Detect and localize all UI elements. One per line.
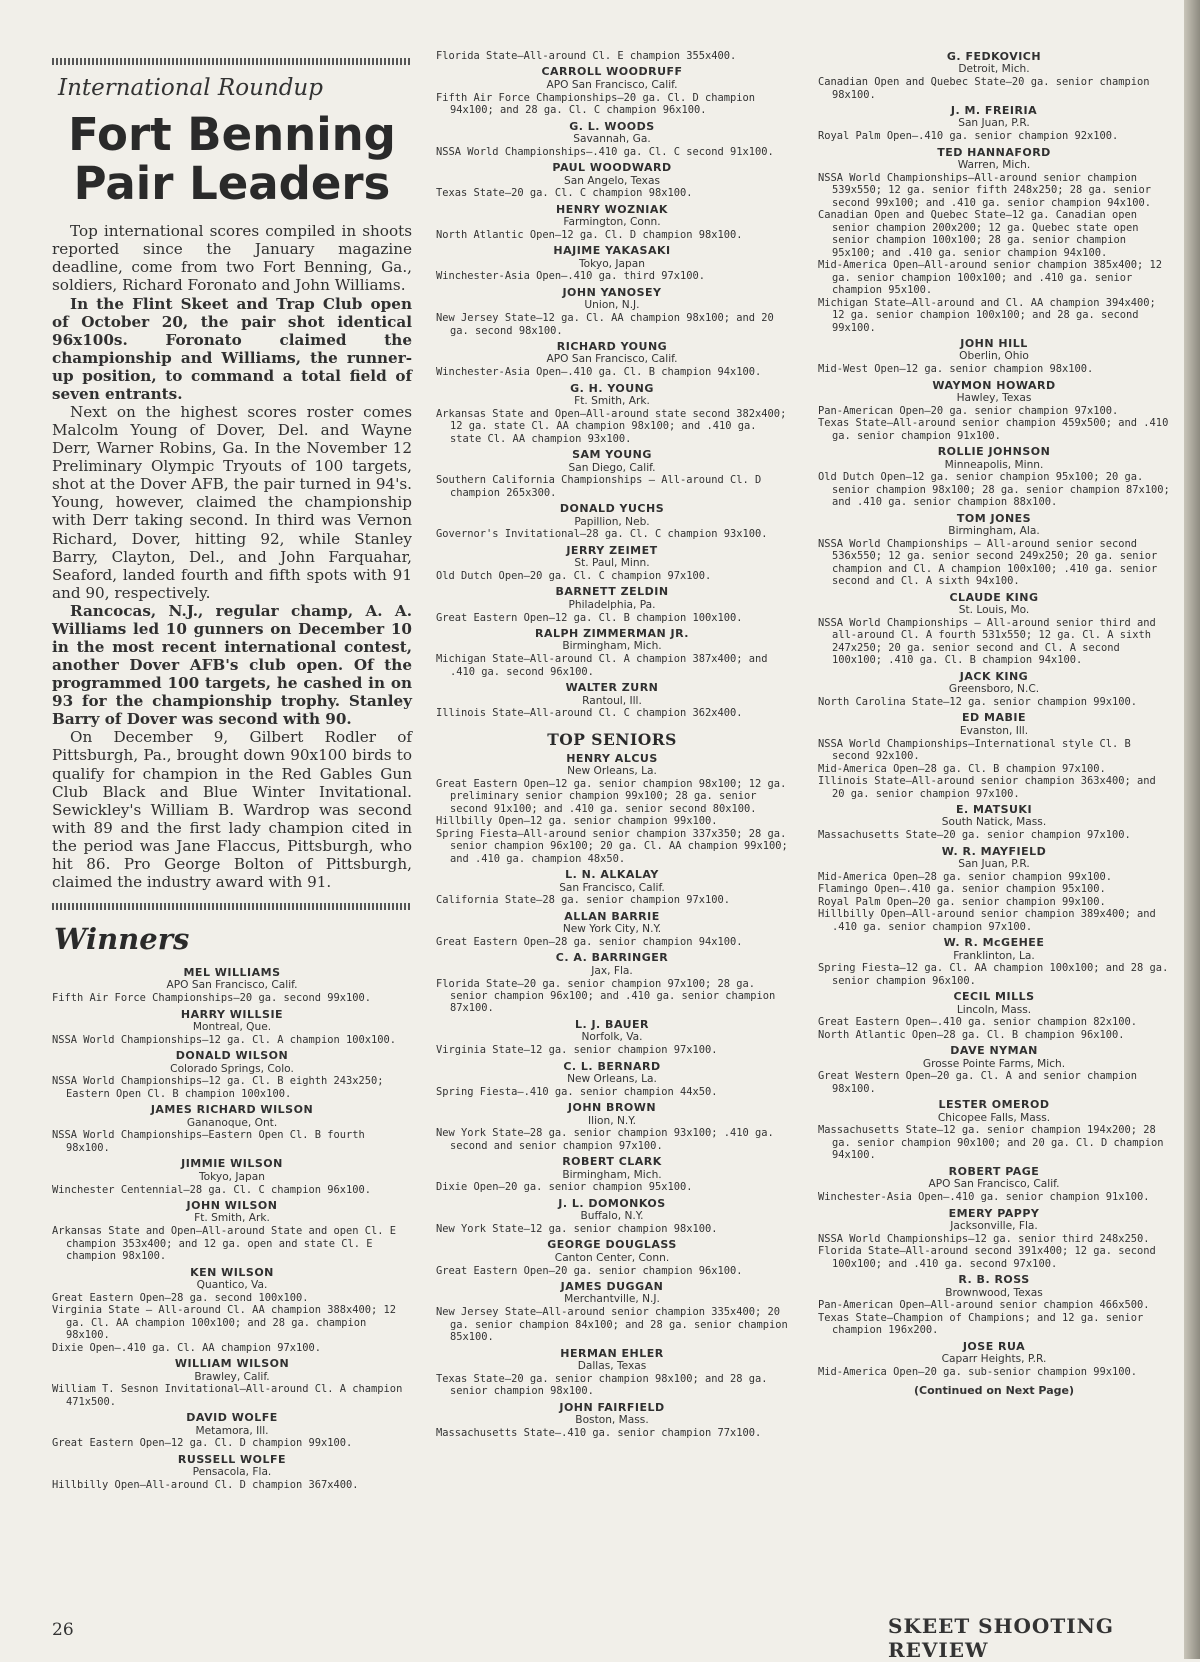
column-middle xyxy=(436,50,788,1442)
winner-location: Jacksonville, Fla. xyxy=(950,1219,1038,1232)
winner-name: MEL WILLIAMS xyxy=(183,966,281,980)
winner-name: CECIL MILLS xyxy=(953,990,1035,1004)
column-left xyxy=(52,50,412,1494)
winner-location: Savannah, Ga. xyxy=(573,132,651,145)
winner-result: Great Eastern Open—.410 ga. senior champion 82x100. xyxy=(818,1016,1138,1029)
winner-result: Florida State—All-around second 391x400; 12 ga. second 100x100; and .410 ga. second 97x100. xyxy=(818,1245,1156,1270)
winner-entry xyxy=(818,146,1170,334)
winner-location: Buffalo, N.Y. xyxy=(580,1210,644,1223)
winner-entry xyxy=(818,50,1170,101)
winner-entry xyxy=(818,845,1170,934)
winner-name: JOHN YANOSEY xyxy=(562,285,662,299)
winner-location: APO San Francisco, Calif. xyxy=(546,353,678,366)
winner-location: South Natick, Mass. xyxy=(941,816,1047,829)
winner-result: Old Dutch Open—12 ga. senior champion 95x100; 20 ga. senior champion 98x100; 28 ga. senior champion 87x100; and .410 ga. senior champion 88x100. xyxy=(818,471,1170,509)
winner-result: Royal Palm Open—20 ga. senior champion 99x100. xyxy=(818,895,1106,908)
winner-result: Royal Palm Open—.410 ga. senior champion 92x100. xyxy=(818,130,1119,143)
winner-result: Hillbilly Open—All-around senior champion 389x400; and .410 ga. senior champion 97x100. xyxy=(818,908,1156,933)
winner-location: Ft. Smith, Ark. xyxy=(574,395,650,408)
winner-name: HAJIME YAKASAKI xyxy=(553,244,671,258)
winner-location: Birmingham, Mich. xyxy=(562,1168,662,1181)
winner-entry xyxy=(436,161,788,200)
winner-name: KEN WILSON xyxy=(190,1265,274,1279)
winner-result: Hillbilly Open—All-around Cl. D champion 367x400. xyxy=(52,1478,359,1491)
winner-location: Hawley, Texas xyxy=(956,392,1032,405)
winner-result: Spring Fiesta—12 ga. Cl. AA champion 100x100; and 28 ga. senior champion 96x100. xyxy=(818,962,1169,987)
winner-location: Merchantville, N.J. xyxy=(564,1293,660,1306)
winner-result: Virginia State — All-around Cl. AA champion 388x400; 12 ga. Cl. AA champion 100x100; and 28 ga. champion 98x100. xyxy=(52,1304,397,1342)
winner-entry xyxy=(52,966,412,1005)
winner-result: Spring Fiesta—.410 ga. senior champion 44x50. xyxy=(436,1085,718,1098)
winner-result: Governor's Invitational—28 ga. Cl. C champion 93x100. xyxy=(436,528,768,541)
winner-name: JOSE RUA xyxy=(962,1339,1026,1353)
winner-entry xyxy=(818,512,1170,588)
winner-result: NSSA World Championships—12 ga. Cl. B eighth 243x250; Eastern Open Cl. B champion 100x100. xyxy=(52,1075,384,1100)
winner-location: San Juan, P.R. xyxy=(958,858,1030,871)
winner-name: TED HANNAFORD xyxy=(937,145,1051,159)
winner-location: Colorado Springs, Colo. xyxy=(170,1062,294,1075)
winner-result: Canadian Open and Quebec State—20 ga. senior champion 98x100. xyxy=(818,76,1150,101)
winner-result: New Jersey State—All-around senior champion 335x400; 20 ga. senior champion 84x100; and 28 ga. senior champion 85x100. xyxy=(436,1306,788,1344)
winner-name: L. N. ALKALAY xyxy=(565,868,659,882)
winner-result: New Jersey State—12 ga. Cl. AA champion 98x100; and 20 ga. second 98x100. xyxy=(436,312,774,337)
winner-result: NSSA World Championships—12 ga. senior third 248x250. xyxy=(818,1232,1150,1245)
winner-name: JOHN HILL xyxy=(960,337,1028,351)
winner-entry xyxy=(818,936,1170,987)
winner-entry xyxy=(818,104,1170,143)
winner-entry xyxy=(52,1453,412,1492)
winner-location: Tokyo, Japan xyxy=(579,257,645,270)
winner-result: Great Western Open—20 ga. Cl. A and senior champion 98x100. xyxy=(818,1070,1138,1095)
winner-location: Quantico, Va. xyxy=(196,1278,268,1291)
winner-result: Texas State—All-around senior champion 459x500; and .410 ga. senior champion 91x100. xyxy=(818,417,1169,442)
section-tag: International Roundup xyxy=(58,75,323,101)
winner-entry xyxy=(818,379,1170,443)
winner-result: Canadian Open and Quebec State—12 ga. Canadian open senior champion 200x200; 12 ga. Quebec state open senior champion 100x100; 28 ga. senior champion 95x100; and .410 ga. senior champion 94x100. xyxy=(818,209,1139,259)
winner-entry xyxy=(436,203,788,242)
winner-result: Pan-American Open—20 ga. senior champion 97x100. xyxy=(818,404,1119,417)
winner-location: Rantoul, Ill. xyxy=(582,694,642,707)
winner-result: North Atlantic Open—28 ga. Cl. B champion 96x100. xyxy=(818,1028,1125,1041)
winner-name: R. B. ROSS xyxy=(958,1273,1030,1287)
winner-location: Papillion, Neb. xyxy=(574,515,650,528)
winner-name: G. L. WOODS xyxy=(569,119,655,133)
top-seniors-heading: TOP SENIORS xyxy=(547,729,677,749)
winner-result: Texas State—Champion of Champions; and 12 ga. senior champion 196x200. xyxy=(818,1311,1144,1337)
winner-location: APO San Francisco, Calif. xyxy=(928,1178,1060,1191)
winner-name: W. R. McGEHEE xyxy=(943,936,1045,950)
winner-location: Brownwood, Texas xyxy=(945,1286,1043,1299)
winner-name: WAYMON HOWARD xyxy=(932,378,1056,392)
winner-result: Michigan State—All-around Cl. A champion 387x400; and .410 ga. second 96x100. xyxy=(436,653,768,678)
winner-name: J. L. DOMONKOS xyxy=(558,1196,666,1210)
winner-name: TOM JONES xyxy=(956,511,1032,525)
winner-entry xyxy=(52,1157,412,1196)
winner-location: Birmingham, Mich. xyxy=(562,640,662,653)
winner-result: Dixie Open—.410 ga. Cl. AA champion 97x100. xyxy=(52,1341,321,1354)
winner-name: EMERY PAPPY xyxy=(948,1206,1040,1220)
winner-entry xyxy=(818,1273,1170,1337)
winner-location: Evanston, Ill. xyxy=(959,724,1029,737)
winner-entry xyxy=(818,337,1170,376)
winner-name: JOHN FAIRFIELD xyxy=(559,1400,665,1414)
winner-location: San Juan, P.R. xyxy=(958,117,1030,130)
winner-location: Metamora, Ill. xyxy=(195,1424,269,1437)
winner-location: New Orleans, La. xyxy=(567,765,657,778)
winner-name: BARNETT ZELDIN xyxy=(555,585,669,599)
winner-entry xyxy=(436,544,788,583)
winner-name: HENRY WOZNIAK xyxy=(556,202,668,216)
winner-name: G. H. YOUNG xyxy=(570,381,654,395)
article-paragraph: Rancocas, N.J., regular champ, A. A. Williams led 10 gunners on December 10 in the most recent international contest, another Dover AFB's club open. Of the programmed 100 targets, he cashed in on 93 for the championship trophy. Stanley Barry of Dover was second with 90. xyxy=(52,601,412,729)
winner-result: NSSA World Championships—All-around senior champion 539x550; 12 ga. senior fifth 248x250; 28 ga. senior second 99x100; and .410 ga. senior champion 94x100. xyxy=(818,171,1152,209)
winner-name: DONALD WILSON xyxy=(175,1049,289,1063)
magazine-title: SKEET SHOOTING REVIEW xyxy=(888,1614,1114,1662)
winner-result: Winchester-Asia Open—.410 ga. Cl. B champion 94x100. xyxy=(436,366,762,379)
winner-entry xyxy=(436,752,788,866)
winner-entry xyxy=(52,1103,412,1154)
winner-result: Great Eastern Open—28 ga. senior champion 94x100. xyxy=(436,935,743,948)
winner-name: W. R. MAYFIELD xyxy=(941,844,1047,858)
winner-result: Mid-West Open—12 ga. senior champion 98x100. xyxy=(818,363,1094,376)
winner-entry xyxy=(436,627,788,678)
winner-location: Brawley, Calif. xyxy=(194,1370,270,1383)
winner-location: Philadelphia, Pa. xyxy=(568,598,656,611)
winner-entry xyxy=(436,1155,788,1194)
winner-name: JIMMIE WILSON xyxy=(181,1157,283,1171)
seniors-list-right xyxy=(818,50,1170,1378)
winner-entry xyxy=(436,244,788,283)
winner-result: Great Eastern Open—12 ga. senior champion 98x100; 12 ga. preliminary senior champion 99x100; 28 ga. senior second 91x100; and .410 ga. senior second 80x100. xyxy=(436,777,787,815)
winner-name: HARRY WILLSIE xyxy=(180,1007,284,1021)
winner-name: HERMAN EHLER xyxy=(560,1346,664,1360)
article-paragraph: In the Flint Skeet and Trap Club open of October 20, the pair shot identical 96x100s. Foronato claimed the championship and Williams, the runner-up position, to command a total field of seven entrants. xyxy=(52,294,412,403)
winner-result: Florida State—All-around Cl. E champion 355x400. xyxy=(436,50,737,62)
winner-result: Winchester-Asia Open—.410 ga. senior champion 91x100. xyxy=(818,1191,1150,1204)
winner-result: Great Eastern Open—12 ga. Cl. B champion 100x100. xyxy=(436,611,743,624)
winner-location: Canton Center, Conn. xyxy=(554,1251,670,1264)
winner-result: Massachusetts State—12 ga. senior champion 194x200; 28 ga. senior champion 90x100; and 20 ga. Cl. D champion 94x100. xyxy=(818,1124,1164,1162)
winner-location: Dallas, Texas xyxy=(577,1359,647,1372)
article-paragraph: Top international scores compiled in shoots reported since the January magazine deadline, come from two Fort Benning, Ga., soldiers, Richard Foronato and John Williams. xyxy=(52,222,412,295)
winner-name: JOHN BROWN xyxy=(567,1101,657,1115)
page-number: 26 xyxy=(52,1620,74,1640)
winner-entry xyxy=(818,591,1170,667)
winner-location: New Orleans, La. xyxy=(567,1072,657,1085)
winner-result: NSSA World Championships—International style Cl. B second 92x100. xyxy=(818,737,1131,763)
winner-result: Michigan State—All-around and Cl. AA champion 394x400; 12 ga. senior champion 100x100; and 28 ga. second 99x100. xyxy=(818,296,1156,334)
winner-name: HENRY ALCUS xyxy=(566,751,658,765)
headline: Fort Benning Pair Leaders xyxy=(68,108,396,210)
winner-name: J. M. FREIRIA xyxy=(950,104,1038,118)
winner-name: RUSSELL WOLFE xyxy=(177,1452,287,1466)
winner-name: CARROLL WOODRUFF xyxy=(541,65,683,79)
winner-name: RALPH ZIMMERMAN JR. xyxy=(535,627,689,641)
winner-result: Massachusetts State—.410 ga. senior champion 77x100. xyxy=(436,1426,762,1439)
winner-name: JOHN WILSON xyxy=(186,1199,278,1213)
winner-entry xyxy=(436,1347,788,1398)
winner-result: NSSA World Championships — All-around senior second 536x550; 12 ga. senior second 249x250; 20 ga. senior champion and Cl. A champion 100x100; .410 ga. senior second and Cl. A sixth 94x100. xyxy=(818,537,1158,588)
winner-entry xyxy=(436,286,788,337)
winner-location: San Diego, Calif. xyxy=(568,461,656,474)
winner-entry xyxy=(52,1199,412,1263)
winner-location: Oberlin, Ohio xyxy=(959,350,1029,363)
winner-location: Gananoque, Ont. xyxy=(186,1116,278,1129)
winner-location: St. Paul, Minn. xyxy=(574,557,650,570)
article-paragraph: Next on the highest scores roster comes Malcolm Young of Dover, Del. and Wayne Derr, Warner Robins, Ga. In the November 12 Preliminary Olympic Tryouts of 100 targets, shot at the Dover AFB, the pair turned in 94's. Young, however, claimed the championship with Derr taking second. In third was Vernon Richard, Dover, hitting 92, while Stanley Barry, Clayton, Del., and John Farquahar, Seaford, landed fourth and fifth spots with 91 and 90, respectively. xyxy=(52,402,412,602)
winner-location: APO San Francisco, Calif. xyxy=(166,979,298,992)
winner-entry xyxy=(436,340,788,379)
winner-result: Great Eastern Open—28 ga. second 100x100. xyxy=(52,1291,309,1304)
winner-location: San Francisco, Calif. xyxy=(559,881,665,894)
winner-result: Winchester Centennial—28 ga. Cl. C champion 96x100. xyxy=(52,1183,372,1196)
winner-entry xyxy=(52,1008,412,1047)
winner-result: Texas State—20 ga. senior champion 98x100; and 28 ga. senior champion 98x100. xyxy=(436,1372,768,1398)
continued-note: (Continued on Next Page) xyxy=(914,1384,1074,1398)
winner-location: Union, N.J. xyxy=(584,299,640,312)
winners-list-left xyxy=(52,966,412,1491)
winner-entry xyxy=(436,1060,788,1099)
winner-entry xyxy=(436,1238,788,1277)
winner-location: Pensacola, Fla. xyxy=(192,1466,272,1479)
winner-name: DAVID WOLFE xyxy=(186,1411,278,1425)
binding-edge xyxy=(1184,0,1200,1659)
dotted-rule xyxy=(52,58,412,65)
winner-result: Florida State—20 ga. senior champion 97x100; 28 ga. senior champion 96x100; and .410 ga. senior champion 87x100. xyxy=(436,977,776,1015)
winner-entry xyxy=(436,910,788,949)
winner-result: Fifth Air Force Championships—20 ga. Cl. D champion 94x100; and 28 ga. Cl. C champion 96x100. xyxy=(436,91,756,117)
winner-location: Grosse Pointe Farms, Mich. xyxy=(922,1057,1066,1070)
winner-result: Winchester-Asia Open—.410 ga. third 97x100. xyxy=(436,270,705,283)
winner-result: Mid-America Open—28 ga. Cl. B champion 97x100. xyxy=(818,762,1106,775)
winner-location: Montreal, Que. xyxy=(192,1021,272,1034)
article-paragraph: On December 9, Gilbert Rodler of Pittsburgh, Pa., brought down 90x100 birds to qualify for champion in the Red Gables Gun Club Black and Blue Winter Invitational. Sewickley's William B. Wardrop was second with 89 and the first lady champion cited in the period was Jane Flaccus, Pittsburgh, who hit 86. Pro George Bolton of Pittsburgh, claimed the industry award with 91. xyxy=(52,728,412,891)
winner-location: Farmington, Conn. xyxy=(563,216,661,229)
winner-result: Mid-America Open—20 ga. sub-senior champion 99x100. xyxy=(818,1365,1138,1378)
winner-location: Franklinton, La. xyxy=(953,949,1035,962)
winner-entry xyxy=(436,1401,788,1440)
winner-entry xyxy=(818,670,1170,709)
winner-result: Virginia State—12 ga. senior champion 97x100. xyxy=(436,1044,718,1057)
winner-result: Great Eastern Open—12 ga. Cl. D champion 99x100. xyxy=(52,1437,353,1450)
winner-name: ROBERT PAGE xyxy=(948,1164,1040,1178)
winner-name: JACK KING xyxy=(959,669,1029,683)
winner-name: C. A. BARRINGER xyxy=(555,951,669,965)
winner-result: Spring Fiesta—All-around senior champion 337x350; 28 ga. senior champion 96x100; 20 ga. Cl. AA champion 99x100; and .410 ga. champion 48x50. xyxy=(436,827,788,865)
winner-location: Tokyo, Japan xyxy=(199,1170,265,1183)
winner-entry xyxy=(818,1098,1170,1162)
winner-result: Texas State—20 ga. Cl. C champion 98x100. xyxy=(436,187,693,200)
winner-location: APO San Francisco, Calif. xyxy=(546,78,678,91)
winner-result: Hillbilly Open—12 ga. senior champion 99x100. xyxy=(436,815,718,828)
winner-name: CLAUDE KING xyxy=(949,590,1039,604)
winner-entry xyxy=(436,1018,788,1057)
winner-result: Mid-America Open—All-around senior champion 385x400; 12 ga. senior champion 100x100; and .410 ga. senior champion 95x100. xyxy=(818,259,1163,297)
winner-location: Ilion, N.Y. xyxy=(588,1114,636,1127)
winner-location: Warren, Mich. xyxy=(957,159,1031,172)
winner-entry xyxy=(818,990,1170,1041)
winner-result: NSSA World Championships—12 ga. Cl. A champion 100x100. xyxy=(52,1033,397,1046)
winner-result: Pan-American Open—All-around senior champion 466x500. xyxy=(818,1299,1150,1312)
winner-result: William T. Sesnon Invitational—All-around Cl. A champion 471x500. xyxy=(52,1383,403,1408)
column-right xyxy=(818,50,1170,1397)
winner-result: Arkansas State and Open—All-around state second 382x400; 12 ga. state Cl. AA champion 98x100; and .410 ga. state Cl. AA champion 93x100. xyxy=(436,407,787,445)
winner-entry xyxy=(818,1340,1170,1379)
winner-location: New York City, N.Y. xyxy=(562,923,662,936)
winner-result: Arkansas State and Open—All-around State and open Cl. E champion 353x400; and 12 ga. open and state Cl. E champion 98x100. xyxy=(52,1225,397,1263)
winner-location: Ft. Smith, Ark. xyxy=(194,1212,270,1225)
winner-location: Greensboro, N.C. xyxy=(948,683,1040,696)
winner-entry xyxy=(436,382,788,446)
winner-entry xyxy=(52,1049,412,1100)
winner-entry xyxy=(436,502,788,541)
winner-name: WALTER ZURN xyxy=(565,681,659,695)
winners-list-middle xyxy=(436,50,788,720)
winner-location: St. Louis, Mo. xyxy=(958,604,1030,617)
winner-result: North Atlantic Open—12 ga. Cl. D champion 98x100. xyxy=(436,228,743,241)
winner-entry xyxy=(818,711,1170,800)
winner-entry xyxy=(52,1357,412,1408)
winner-name: ROBERT CLARK xyxy=(562,1155,662,1169)
winner-result: Dixie Open—20 ga. senior champion 95x100. xyxy=(436,1181,693,1194)
winner-result: NSSA World Championships—Eastern Open Cl. B fourth 98x100. xyxy=(52,1129,365,1154)
winner-entry xyxy=(436,448,788,499)
winner-entry xyxy=(818,803,1170,842)
winner-name: L. J. BAUER xyxy=(574,1017,650,1031)
winner-entry xyxy=(436,1280,788,1344)
winner-entry xyxy=(436,1101,788,1152)
winner-result: Flamingo Open—.410 ga. senior champion 95x100. xyxy=(818,883,1106,896)
winner-location: Chicopee Falls, Mass. xyxy=(937,1111,1051,1124)
winner-name: G. FEDKOVICH xyxy=(946,50,1042,63)
winner-result: New York State—28 ga. senior champion 93x100; .410 ga. second and senior champion 97x100. xyxy=(436,1127,774,1152)
winner-location: Caparr Heights, P.R. xyxy=(941,1353,1047,1366)
winner-location: Jax, Fla. xyxy=(591,964,633,977)
winner-result: Illinois State—All-around Cl. C champion 362x400. xyxy=(436,707,743,720)
winners-title: Winners xyxy=(54,922,190,957)
winner-location: Detroit, Mich. xyxy=(958,63,1030,76)
winner-name: JAMES RICHARD WILSON xyxy=(150,1103,314,1117)
winner-result: NSSA World Championships — All-around senior third and all-around Cl. A fourth 531x550; 12 ga. Cl. A sixth 247x250; 20 ga. senior second and Cl. A second 100x100; .410 ga. Cl. B champion 94x100. xyxy=(818,616,1156,667)
winner-entry xyxy=(436,585,788,624)
winner-name: C. L. BERNARD xyxy=(563,1059,661,1073)
winner-result: Fifth Air Force Championships—20 ga. second 99x100. xyxy=(52,992,372,1005)
winner-entry xyxy=(436,65,788,116)
winner-entry xyxy=(52,1411,412,1450)
winner-location: Birmingham, Ala. xyxy=(948,525,1040,538)
winner-name: JERRY ZEIMET xyxy=(566,543,658,557)
winner-name: SAM YOUNG xyxy=(572,448,652,462)
winner-result: North Carolina State—12 ga. senior champion 99x100. xyxy=(818,696,1138,708)
dotted-rule xyxy=(52,903,412,910)
intro-article xyxy=(52,222,412,891)
winner-entry xyxy=(436,120,788,159)
winner-name: GEORGE DOUGLASS xyxy=(547,1238,677,1252)
winner-location: San Angelo, Texas xyxy=(564,174,660,187)
winner-name: WILLIAM WILSON xyxy=(174,1357,290,1371)
winner-entry xyxy=(436,868,788,907)
winner-name: ROLLIE JOHNSON xyxy=(937,445,1051,459)
winner-entry xyxy=(818,1044,1170,1095)
winner-result: Illinois State—All-around senior champion 363x400; and 20 ga. senior champion 97x100. xyxy=(818,775,1156,800)
winner-entry xyxy=(818,1165,1170,1204)
winner-entry xyxy=(818,1207,1170,1271)
winner-entry xyxy=(436,1197,788,1236)
winner-name: ED MABIE xyxy=(962,711,1026,725)
winner-result: Massachusetts State—20 ga. senior champion 97x100. xyxy=(818,829,1131,842)
winner-entry xyxy=(436,681,788,720)
winner-location: Minneapolis, Minn. xyxy=(944,458,1044,471)
seniors-list-middle xyxy=(436,752,788,1440)
winner-result: Old Dutch Open—20 ga. Cl. C champion 97x100. xyxy=(436,569,712,582)
winner-result: New York State—12 ga. senior champion 98x100. xyxy=(436,1222,718,1235)
winner-location: Norfolk, Va. xyxy=(581,1031,643,1044)
winner-result: Mid-America Open—28 ga. senior champion 99x100. xyxy=(818,870,1113,883)
winner-location: Lincoln, Mass. xyxy=(956,1003,1032,1016)
winner-name: LESTER OMEROD xyxy=(938,1098,1050,1112)
winner-name: RICHARD YOUNG xyxy=(556,340,668,354)
winner-name: JAMES DUGGAN xyxy=(560,1280,664,1293)
winner-result: Great Eastern Open—20 ga. senior champion 96x100. xyxy=(436,1264,743,1277)
winner-result: NSSA World Championships—.410 ga. Cl. C second 91x100. xyxy=(436,145,774,158)
winner-name: DONALD YUCHS xyxy=(559,502,665,516)
winner-entry xyxy=(436,951,788,1015)
winner-result: Southern California Championships — All-around Cl. D champion 265x300. xyxy=(436,474,762,499)
winner-name: DAVE NYMAN xyxy=(950,1044,1038,1058)
winner-result: California State—28 ga. senior champion 97x100. xyxy=(436,894,731,907)
winner-entry xyxy=(818,445,1170,509)
winner-location: Boston, Mass. xyxy=(575,1414,649,1427)
winner-entry xyxy=(436,50,788,62)
winner-name: E. MATSUKI xyxy=(955,803,1033,817)
winner-name: ALLAN BARRIE xyxy=(564,909,660,923)
winner-entry xyxy=(52,1266,412,1355)
winner-name: PAUL WOODWARD xyxy=(552,161,672,175)
